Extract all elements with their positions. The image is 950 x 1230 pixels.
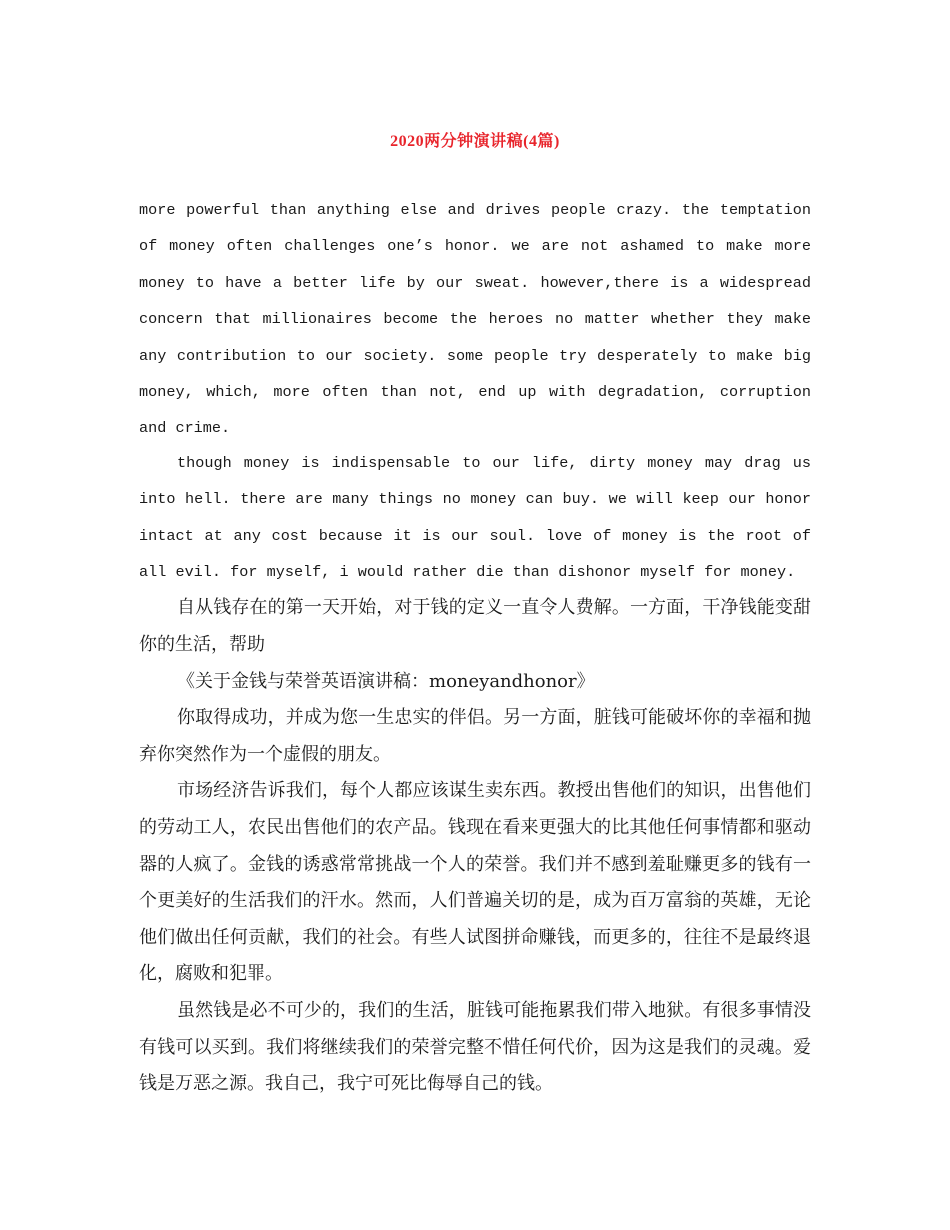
english-paragraph-1: more powerful than anything else and drives people crazy. the temptation of money often challenges one’s honor. we are not ashamed to make more money to have a better life by our sweat. however,there is a widespread concern that millionaires become the heroes no matter whether they make any contribution to our society. some people try desperately to make big money, which, more often than not, end up with degradation, corruption and crime.: [139, 201, 811, 438]
chinese-article-title: 《关于金钱与荣誉英语演讲稿：moneyandhonor》: [177, 670, 595, 692]
chinese-paragraph-4: 虽然钱是必不可少的，我们的生活，脏钱可能拖累我们带入地狱。有很多事情没有钱可以买到。我们将继续我们的荣誉完整不惜任何代价，因为这是我们的灵魂。爱钱是万恶之源。我自己，我宁可死比侮辱自己的钱。: [139, 1000, 811, 1095]
chinese-paragraph-3: 市场经济告诉我们，每个人都应该谋生卖东西。教授出售他们的知识，出售他们的劳动工人，农民出售他们的农产品。钱现在看来更强大的比其他任何事情都和驱动器的人疯了。金钱的诱惑常常挑战一个人的荣誉。我们并不感到羞耻赚更多的钱有一个更美好的生活我们的汗水。然而，人们普遍关切的是，成为百万富翁的英雄，无论他们做出任何贡献，我们的社会。有些人试图拼命赚钱，而更多的，往往不是最终退化，腐败和犯罪。: [139, 780, 811, 985]
chinese-paragraph-1: 自从钱存在的第一天开始，对于钱的定义一直令人费解。一方面，干净钱能变甜你的生活，帮助: [139, 597, 811, 656]
english-paragraph-2: though money is indispensable to our life, dirty money may drag us into hell. there are many things no money can buy. we will keep our honor intact at any cost because it is our soul. love of money is the root of all evil. for myself, i would rather die than dishonor myself for money.: [139, 453, 811, 582]
page-title: 2020两分钟演讲稿(4篇): [390, 133, 560, 150]
chinese-paragraph-2: 你取得成功，并成为您一生忠实的伴侣。另一方面，脏钱可能破坏你的幸福和抛弃你突然作为一个虚假的朋友。: [139, 707, 811, 765]
document-body: [139, 192, 811, 1103]
